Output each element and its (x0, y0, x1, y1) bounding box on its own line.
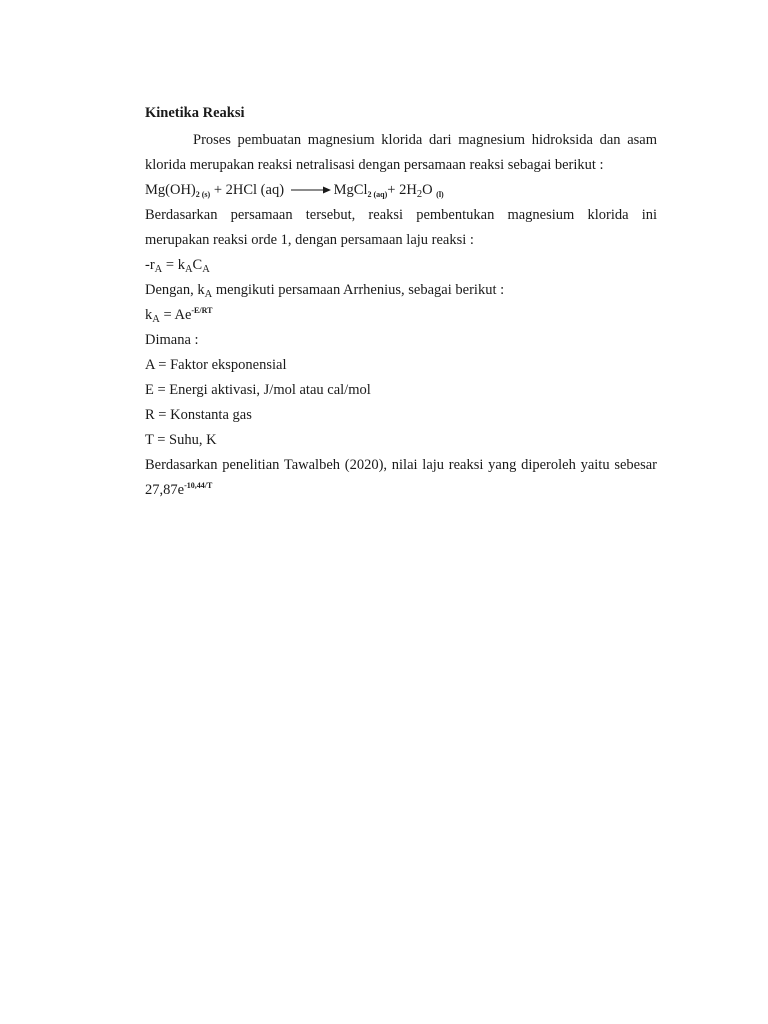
arrhenius-k-subscript: A (152, 314, 160, 325)
product-2-subscript: (l) (436, 190, 444, 199)
rate-c: C (192, 257, 203, 273)
arrhenius-k: k (145, 307, 153, 323)
definition-item: E = Energi aktivasi, J/mol atau cal/mol (145, 382, 371, 398)
definition-item: T = Suhu, K (145, 432, 217, 448)
product-2-h-subscript: 2 (416, 189, 423, 200)
arrhenius-intro-subscript: A (204, 289, 213, 300)
result-paragraph (145, 453, 657, 503)
product-2-prefix: + 2H (387, 182, 417, 198)
reactant-2: + 2HCl (aq) (210, 182, 288, 198)
rate-lhs: -r (145, 257, 155, 273)
product-1-subscript: 2 (aq) (367, 190, 388, 199)
arrhenius-intro-pre: Dengan, k (145, 282, 205, 298)
definition-item: A = Faktor eksponensial (145, 357, 287, 373)
explanation-paragraph: Berdasarkan persamaan tersebut, reaksi pembentukan magnesium klorida ini merupakan reaksi orde 1, dengan persamaan laju reaksi : (145, 207, 657, 248)
document-page (145, 96, 657, 503)
product-1: MgCl (333, 182, 368, 198)
reactant-1: Mg(OH) (145, 182, 196, 198)
rate-equation (145, 253, 657, 278)
arrhenius-rhs: = Ae (159, 307, 192, 323)
reaction-equation (145, 178, 657, 203)
arrhenius-intro-post: mengikuti persamaan Arrhenius, sebagai berikut : (212, 282, 505, 298)
result-text: Berdasarkan penelitian Tawalbeh (2020), nilai laju reaksi yang diperoleh yaitu sebesar 27,87e (145, 457, 657, 498)
reactant-1-subscript: 2 (s) (195, 190, 211, 199)
rate-k-subscript: A (184, 264, 193, 275)
product-2-o: O (422, 182, 437, 198)
section-heading: Kinetika Reaksi (145, 105, 245, 121)
right-arrow-icon (291, 185, 331, 195)
where-label: Dimana : (145, 332, 199, 348)
rate-c-subscript: A (202, 264, 210, 275)
result-exponent: -10,44/T (184, 481, 213, 490)
definition-item: R = Konstanta gas (145, 407, 252, 423)
intro-paragraph: Proses pembuatan magnesium klorida dari magnesium hidroksida dan asam klorida merupakan reaksi netralisasi dengan persamaan reaksi sebagai berikut : (145, 132, 657, 173)
rate-k: = k (162, 257, 185, 273)
arrhenius-exponent: -E/RT (191, 306, 213, 315)
arrhenius-equation (145, 303, 657, 328)
arrhenius-intro (145, 278, 657, 303)
definitions-list (145, 353, 657, 453)
rate-lhs-subscript: A (154, 264, 163, 275)
